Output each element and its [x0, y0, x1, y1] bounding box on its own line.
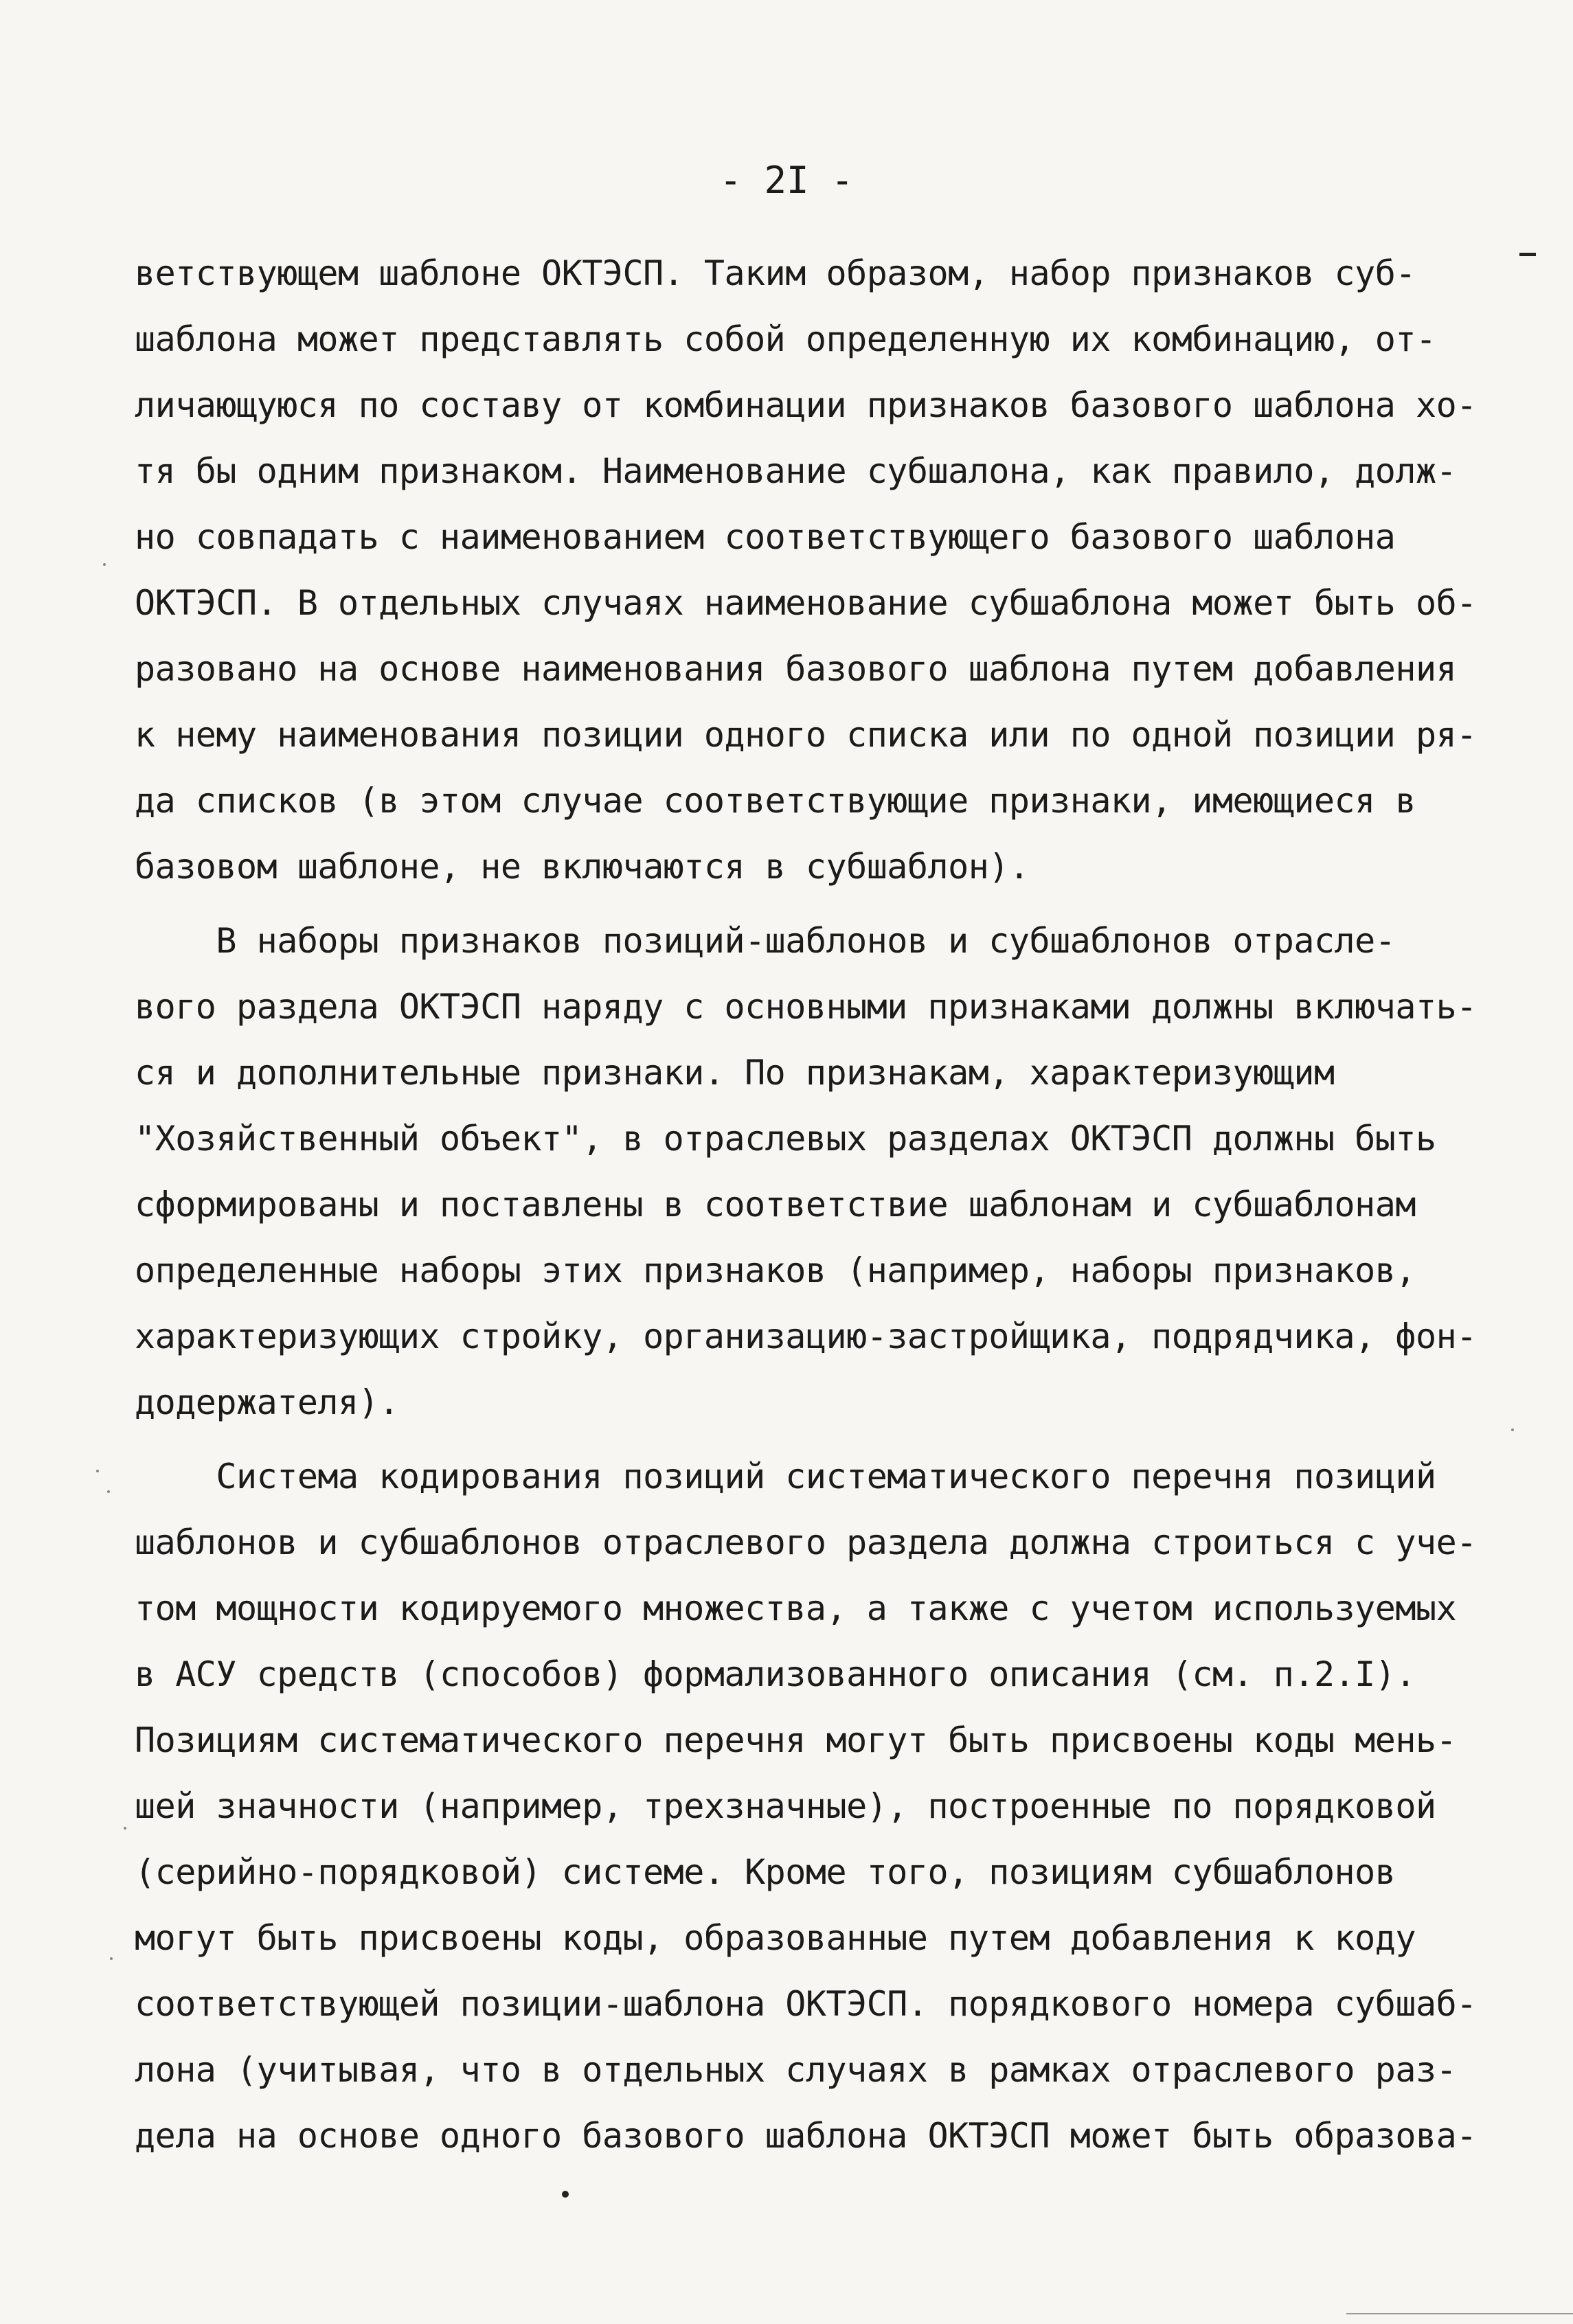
- text-line: в АСУ средств (способов) формализованного описания (см. п.2.I).: [135, 1654, 1416, 1694]
- scan-speck: [96, 1470, 99, 1472]
- paragraph-gap: [135, 1435, 1481, 1444]
- text-line: сформированы и поставлены в соответствие шаблонам и субшаблонам: [135, 1185, 1416, 1224]
- text-line: ся и дополнительные признаки. По признакам, характеризующим: [135, 1053, 1335, 1093]
- scan-speck: [124, 1827, 126, 1830]
- text-line: но совпадать с наименованием соответствующего базового шаблона: [135, 517, 1396, 557]
- text-line: к нему наименования позиции одного списка или по одной позиции ря-: [135, 715, 1477, 755]
- text-line: тя бы одним признаком. Наименование субшалона, как правило, долж-: [135, 451, 1457, 491]
- text-line: дела на основе одного базового шаблона ОКТЭСП может быть образова-: [135, 2116, 1477, 2156]
- text-line: "Хозяйственный объект", в отраслевых разделах ОКТЭСП должны быть: [135, 1119, 1436, 1159]
- scan-speck: [107, 1490, 110, 1493]
- text-line: могут быть присвоены коды, образованные путем добавления к коду: [135, 1918, 1416, 1958]
- ink-dot-mark: [562, 2191, 569, 2198]
- text-line: базовом шаблоне, не включаются в субшаблон).: [135, 847, 1030, 887]
- text-line: (серийно-порядковой) системе. Кроме того, позициям субшаблонов: [135, 1852, 1396, 1892]
- text-line: определенные наборы этих признаков (например, наборы признаков,: [135, 1251, 1416, 1290]
- text-line: ветствующем шаблоне ОКТЭСП. Таким образом, набор признаков суб-: [135, 253, 1416, 293]
- text-line: Система кодирования позиций систематического перечня позиций: [135, 1457, 1436, 1496]
- scan-speck: [110, 1957, 113, 1960]
- body-text: [135, 240, 1481, 2169]
- page-number: - 2I -: [719, 159, 854, 202]
- text-line: шаблонов и субшаблонов отраслевого раздела должна строиться с уче-: [135, 1523, 1477, 1562]
- text-line: соответствующей позиции-шаблона ОКТЭСП. порядкового номера субшаб-: [135, 1984, 1477, 2024]
- text-line: характеризующих стройку, организацию-застройщика, подрядчика, фон-: [135, 1317, 1477, 1356]
- text-line: да списков (в этом случае соответствующие признаки, имеющиеся в: [135, 781, 1416, 821]
- text-line: додержателя).: [135, 1382, 399, 1422]
- text-line: том мощности кодируемого множества, а также с учетом используемых: [135, 1588, 1457, 1628]
- scan-speck: [1511, 1428, 1514, 1431]
- text-line: личающуюся по составу от комбинации признаков базового шаблона хо-: [135, 385, 1477, 425]
- scan-edge-rule: [1346, 2313, 1573, 2314]
- text-line: В наборы признаков позиций-шаблонов и субшаблонов отрасле-: [135, 921, 1396, 961]
- text-line: лона (учитывая, что в отдельных случаях в рамках отраслевого раз-: [135, 2050, 1457, 2090]
- text-line: шей значности (например, трехзначные), построенные по порядковой: [135, 1786, 1436, 1826]
- text-line: Позициям систематического перечня могут быть присвоены коды мень-: [135, 1720, 1457, 1760]
- paragraph-gap: [135, 900, 1481, 908]
- text-line: вого раздела ОКТЭСП наряду с основными признаками должны включать-: [135, 987, 1477, 1027]
- margin-dash-mark: [1519, 253, 1536, 256]
- text-line: шаблона может представлять собой определенную их комбинацию, от-: [135, 319, 1436, 359]
- scan-speck: [103, 563, 106, 566]
- text-line: разовано на основе наименования базового шаблона путем добавления: [135, 649, 1457, 689]
- text-line: ОКТЭСП. В отдельных случаях наименование субшаблона может быть об-: [135, 583, 1477, 623]
